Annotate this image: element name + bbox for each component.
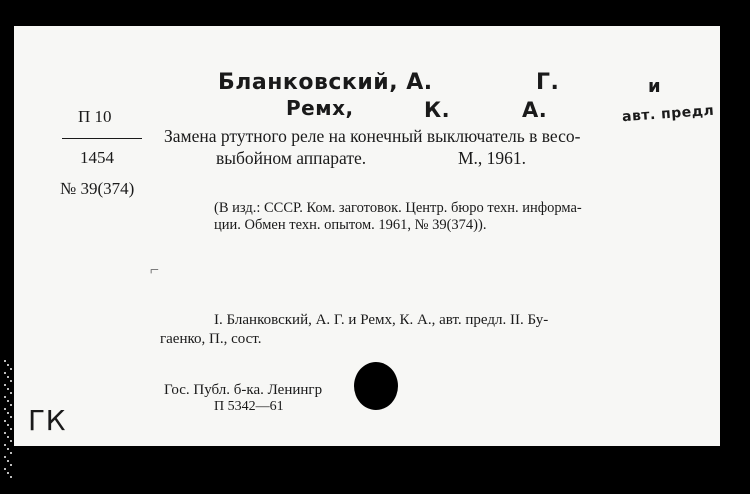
- film-edge-dot: [4, 444, 6, 446]
- film-edge-dot: [4, 432, 6, 434]
- handwritten-author1-initial2: Г.: [536, 70, 560, 95]
- library-catalog-number: П 5342—61: [214, 399, 284, 414]
- source-line1: (В изд.: СССР. Ком. заготовок. Центр. бюро техн. информа-: [214, 200, 582, 216]
- film-edge-dot: [10, 404, 12, 406]
- handwritten-note: авт. предл: [621, 102, 715, 126]
- film-edge-dot: [10, 368, 12, 370]
- film-edge-dot: [4, 468, 6, 470]
- title-line2: выбойном аппарате.: [216, 148, 367, 168]
- film-edge-dot: [4, 372, 6, 374]
- film-edge-dot: [10, 476, 12, 478]
- film-edge-dot: [10, 464, 12, 466]
- film-edge-dot: [7, 376, 9, 378]
- title-line1: Замена ртутного реле на конечный выключатель в весо-: [164, 126, 581, 146]
- film-edge-dot: [4, 360, 6, 362]
- film-edge-dot: [7, 460, 9, 462]
- classification-number: 1454: [80, 148, 114, 167]
- handwritten-author2-initial1: К.: [424, 98, 451, 122]
- catalog-card: [14, 26, 720, 446]
- tracing-line2: гаенко, П., сост.: [160, 331, 262, 347]
- film-edge-dot: [10, 416, 12, 418]
- handwritten-and: и: [648, 76, 662, 97]
- film-edge-dot: [7, 400, 9, 402]
- film-edge-dot: [4, 384, 6, 386]
- pencil-mark: ⌐: [150, 262, 160, 279]
- classification-issue: № 39(374): [60, 179, 135, 198]
- film-edge-dot: [7, 448, 9, 450]
- film-edge-dot: [4, 396, 6, 398]
- film-edge-dot: [7, 424, 9, 426]
- film-edge-dot: [10, 428, 12, 430]
- library-name: Гос. Публ. б-ка. Ленингр: [164, 382, 323, 398]
- ink-blot: [354, 362, 398, 410]
- classification-code: П 10: [78, 107, 112, 126]
- title-place-year: М., 1961.: [458, 148, 527, 168]
- handwritten-author1: Бланковский, А.: [218, 70, 433, 95]
- classification-rule: [62, 138, 142, 139]
- film-edge-dot: [10, 440, 12, 442]
- film-edge-dot: [7, 388, 9, 390]
- handwritten-corner-mark: ГК: [28, 404, 66, 437]
- source-line2: ции. Обмен техн. опытом. 1961, № 39(374)).: [214, 217, 487, 233]
- film-edge-dot: [4, 408, 6, 410]
- film-edge-dot: [10, 452, 12, 454]
- handwritten-author2-initial2: А.: [522, 98, 548, 122]
- handwritten-author2: Ремх,: [286, 96, 354, 120]
- film-edge-dot: [10, 380, 12, 382]
- film-edge-dot: [4, 456, 6, 458]
- film-edge-dot: [7, 436, 9, 438]
- film-edge-dot: [4, 420, 6, 422]
- film-edge-dot: [10, 392, 12, 394]
- film-edge-dot: [7, 412, 9, 414]
- film-edge-strip: [0, 360, 14, 494]
- tracing-line1: I. Бланковский, А. Г. и Ремх, К. А., авт. предл. II. Бу-: [214, 312, 549, 328]
- film-edge-dot: [7, 364, 9, 366]
- film-edge-dot: [7, 472, 9, 474]
